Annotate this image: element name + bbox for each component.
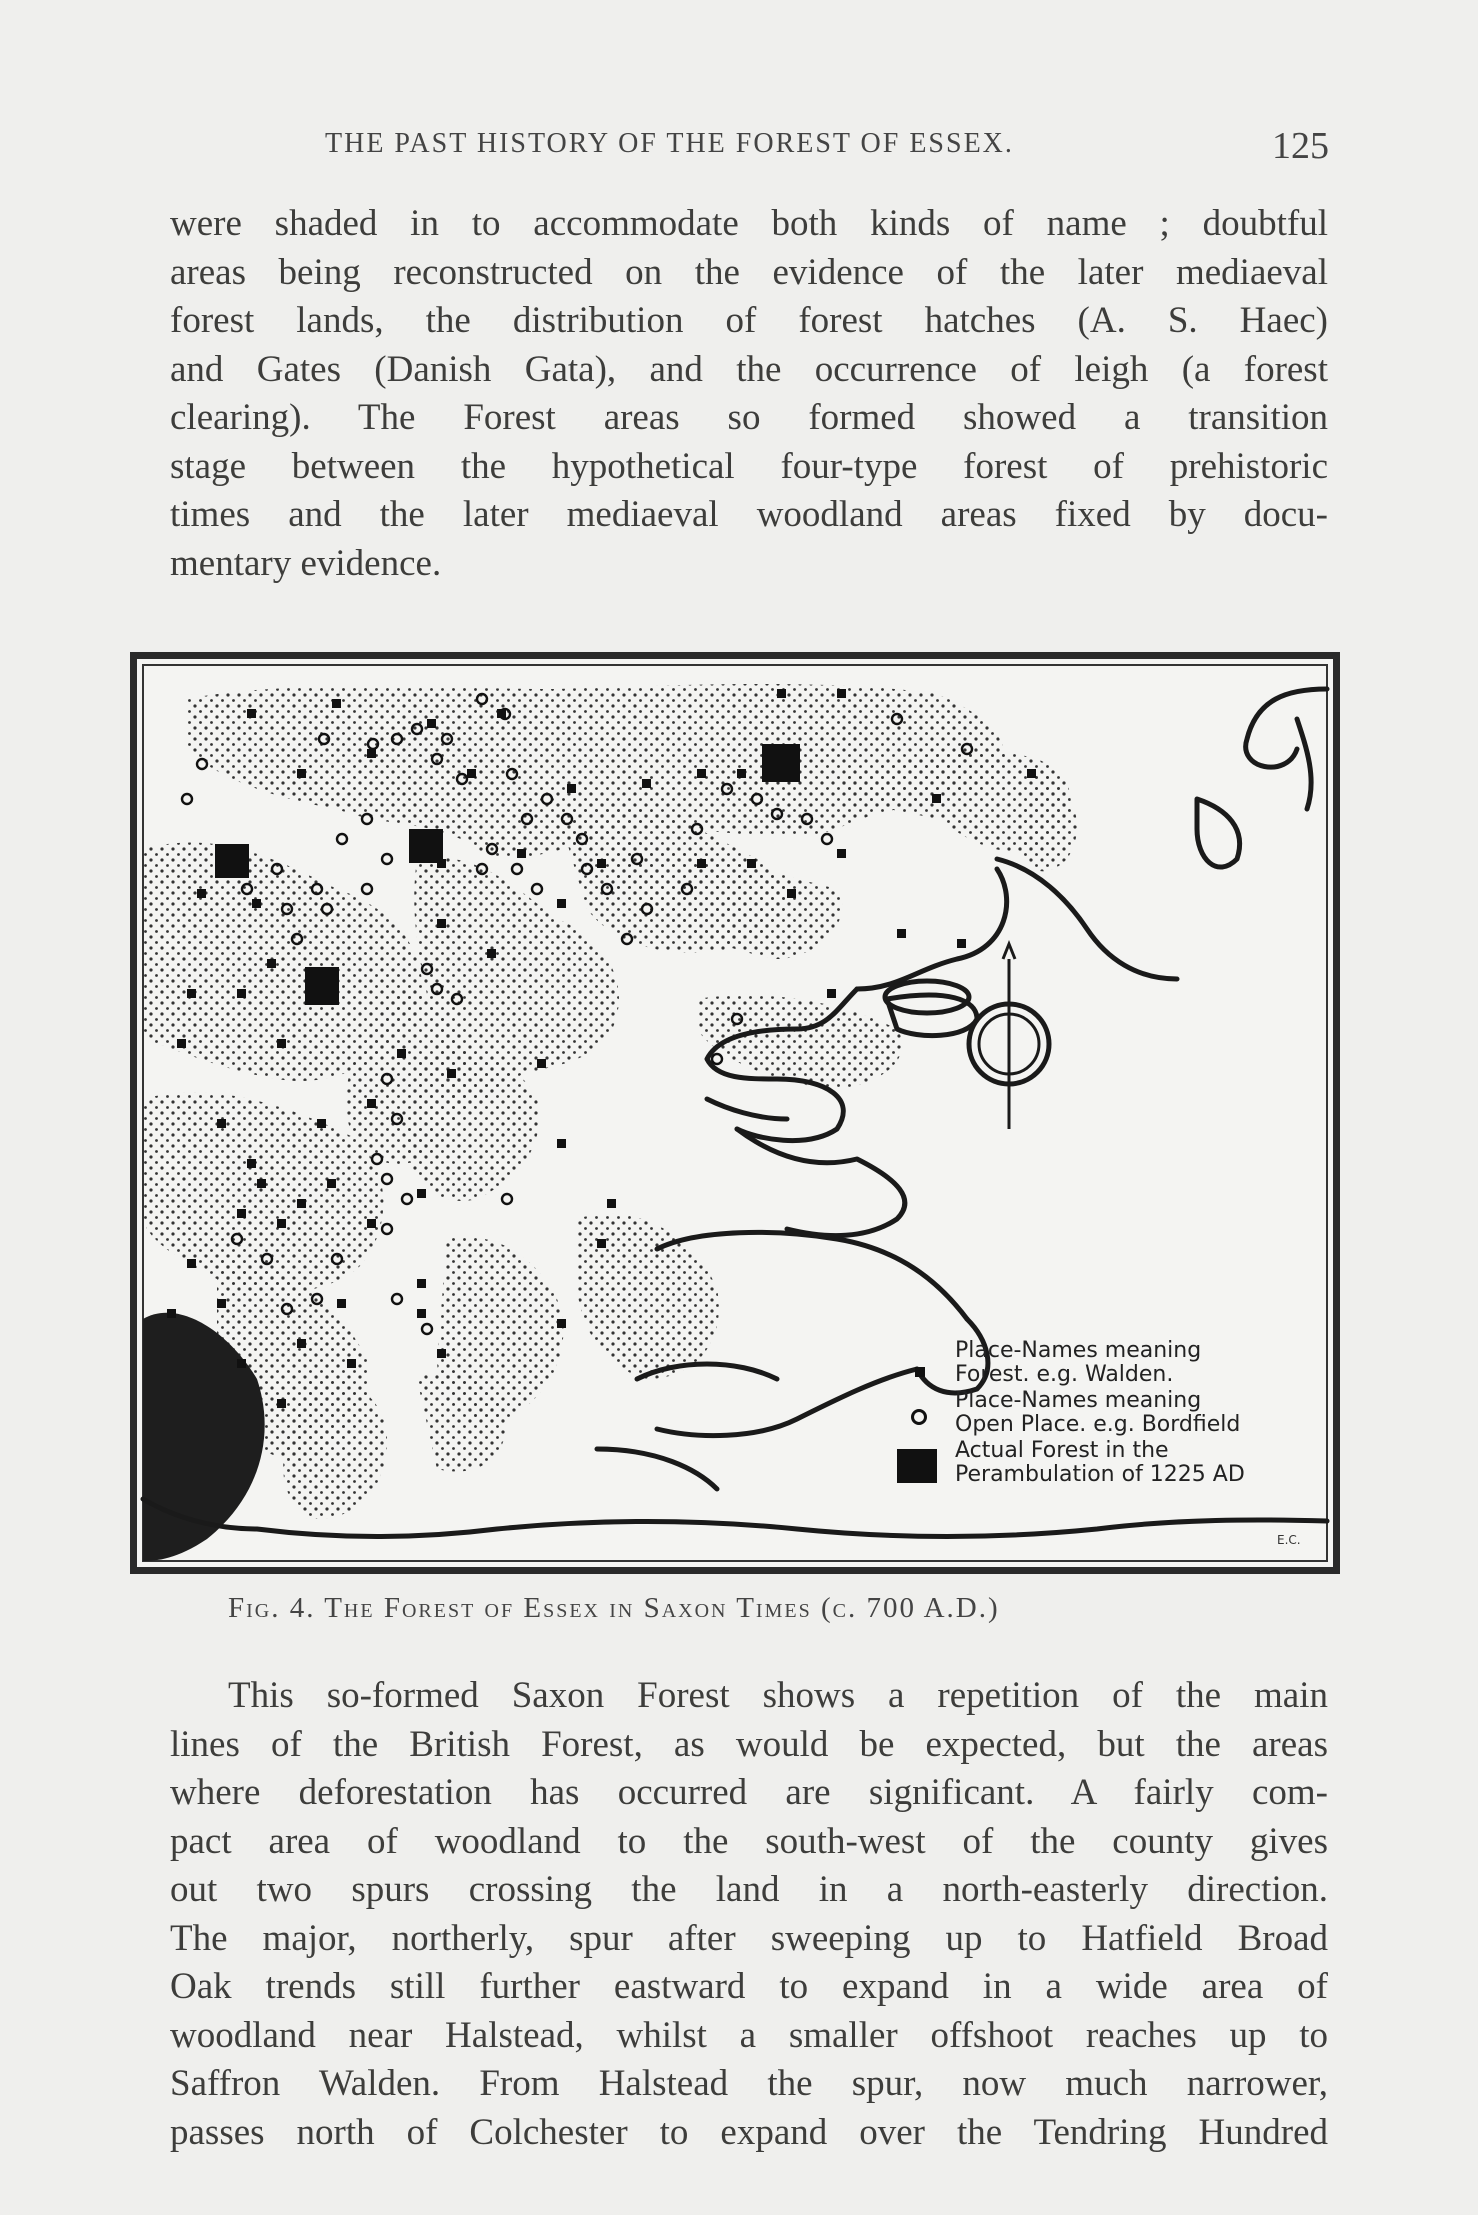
page-number: 125 — [1272, 125, 1329, 167]
text-line: and Gates (Danish Gata), and the occurrence of leigh (a forest — [170, 348, 1328, 390]
text-line: Oak trends still further eastward to expand in a wide area of — [170, 1966, 1328, 2007]
text-line: clearing). The Forest areas so formed showed a transition — [170, 397, 1328, 438]
figure-caption: Fig. 4. The Forest of Essex in Saxon Times (c. 700 A.D.) — [228, 1592, 1000, 1624]
north-arrow — [969, 944, 1049, 1129]
legend-label: Forest. e.g. Walden. — [955, 1362, 1174, 1387]
small-square-icon — [915, 1367, 925, 1377]
text-line: mentary evidence. — [170, 542, 442, 584]
circle-icon — [911, 1409, 927, 1425]
legend-item-open-names — [897, 1388, 1241, 1437]
text-line: passes north of Colchester to expand over the Tendring Hundred — [170, 2111, 1328, 2153]
paragraph-top — [170, 200, 1328, 588]
text-line: stage between the hypothetical four-type forest of prehistoric — [170, 445, 1328, 487]
paragraph-bottom — [170, 1672, 1328, 2157]
text-line: Saffron Walden. From Halstead the spur, now much narrower, — [170, 2063, 1328, 2104]
legend-item-forest-names — [897, 1338, 1202, 1387]
map-legend — [897, 1338, 1245, 1489]
text-line: woodland near Halstead, whilst a smaller offshoot reaches up to — [170, 2014, 1328, 2056]
text-line: were shaded in to accommodate both kinds of name ; doubtful — [170, 203, 1328, 244]
running-title: THE PAST HISTORY OF THE FOREST OF ESSEX. — [325, 128, 1014, 159]
text-line: times and the later mediaeval woodland areas fixed by docu- — [170, 494, 1328, 535]
legend-label: Perambulation of 1225 AD — [955, 1462, 1245, 1487]
map-figure — [130, 652, 1340, 1574]
legend-label: Place-Names meaning — [955, 1388, 1202, 1413]
text-line: lines of the British Forest, as would be expected, but the areas — [170, 1723, 1328, 1765]
legend-label: Open Place. e.g. Bordfield — [955, 1412, 1241, 1437]
legend-item-actual-forest — [897, 1438, 1245, 1487]
text-line: out two spurs crossing the land in a north-easterly direction. — [170, 1869, 1328, 1910]
text-line: pact area of woodland to the south-west of the county gives — [170, 1820, 1328, 1862]
text-line: The major, northerly, spur after sweeping up to Hatfield Broad — [170, 1917, 1328, 1959]
text-line: This so-formed Saxon Forest shows a repetition of the main — [228, 1675, 1328, 1716]
legend-label: Actual Forest in the — [955, 1438, 1169, 1463]
text-line: where deforestation has occurred are significant. A fairly com- — [170, 1772, 1328, 1813]
large-square-icon — [897, 1449, 937, 1483]
legend-label: Place-Names meaning — [955, 1338, 1202, 1363]
text-line: forest lands, the distribution of forest hatches (A. S. Haec) — [170, 300, 1328, 341]
artist-initials: E.C. — [1277, 1533, 1301, 1547]
text-line: areas being reconstructed on the evidence of the later mediaeval — [170, 251, 1328, 293]
